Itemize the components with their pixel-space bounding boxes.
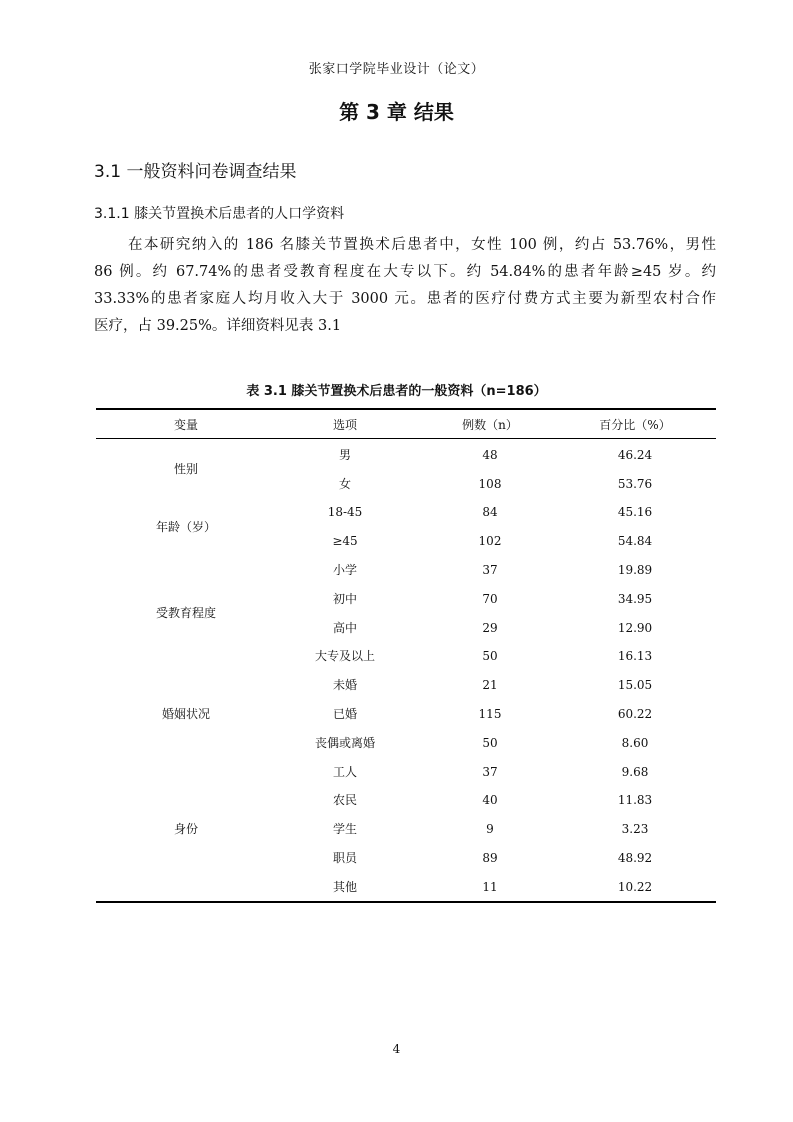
table-cell-percent: 12.90 [617,621,653,635]
table-bottom-rule [96,901,716,903]
table-cell-percent: 46.24 [617,448,653,462]
table-header-option: 选项 [332,418,357,432]
table-cell-count: 21 [482,678,498,692]
table-cell-count: 48 [482,448,498,462]
table-cell-percent: 54.84 [617,534,653,548]
table-top-rule [96,408,716,410]
paragraph-line: 医疗，占 39.25%。详细资料见表 3.1 [94,318,342,334]
table-cell-percent: 10.22 [617,880,653,894]
page-number: 4 [392,1042,401,1056]
table-cell-count: 89 [482,851,498,865]
table-cell-count: 115 [478,707,502,721]
table-header-percent: 百分比（%） [599,418,671,432]
table-cell-percent: 48.92 [617,851,653,865]
page-header: 张家口学院毕业设计（论文） [308,62,485,77]
table-header-rule [96,438,716,439]
section-title: 3.1 一般资料问卷调查结果 [94,162,297,182]
table-cell-option: 18-45 [327,505,363,519]
table-header-variable: 变量 [173,418,198,432]
paragraph-line: 86 例。约 67.74%的患者受教育程度在大专以下。约 54.84%的患者年龄≥45 岁。约 [94,264,716,280]
table-cell-option: 农民 [332,793,357,807]
subsection-title: 3.1.1 膝关节置换术后患者的人口学资料 [94,206,345,222]
chapter-title: 第 3 章 结果 [339,100,454,124]
table-cell-option: 已婚 [332,707,357,721]
table-cell-percent: 34.95 [617,592,653,606]
table-variable-label: 受教育程度 [155,606,216,620]
table-cell-option: 女 [338,477,351,491]
table-cell-count: 102 [478,534,502,548]
table-cell-count: 50 [482,649,498,663]
table-cell-count: 108 [478,477,502,491]
table-variable-label: 年龄（岁） [155,520,216,534]
table-cell-percent: 9.68 [621,765,649,779]
table-cell-option: 丧偶或离婚 [314,736,375,750]
table-cell-option: 男 [338,448,351,462]
table-cell-count: 50 [482,736,498,750]
paragraph-line: 33.33%的患者家庭人均月收入大于 3000 元。患者的医疗付费方式主要为新型农村合作 [94,291,716,307]
table-cell-count: 84 [482,505,498,519]
table-cell-option: 职员 [332,851,357,865]
table-cell-count: 11 [482,880,498,894]
table-cell-option: 学生 [332,822,357,836]
table-header-count: 例数（n） [462,418,518,432]
table-cell-option: 大专及以上 [314,649,375,663]
table-cell-count: 29 [482,621,498,635]
table-cell-count: 9 [486,822,494,836]
table-cell-count: 37 [482,563,498,577]
table-cell-percent: 15.05 [617,678,653,692]
table-cell-count: 40 [482,793,498,807]
table-cell-option: 小学 [332,563,357,577]
table-cell-percent: 53.76 [617,477,653,491]
table-cell-option: 未婚 [332,678,357,692]
table-cell-option: 工人 [332,765,357,779]
table-variable-label: 婚姻状况 [161,707,210,721]
table-cell-option: 高中 [332,621,357,635]
table-cell-percent: 8.60 [621,736,649,750]
table-cell-count: 70 [482,592,498,606]
table-cell-percent: 45.16 [617,505,653,519]
table-cell-option: 其他 [332,880,357,894]
table-cell-count: 37 [482,765,498,779]
paragraph-line: 在本研究纳入的 186 名膝关节置换术后患者中，女性 100 例，约占 53.76%，男性 [128,237,716,253]
table-cell-percent: 60.22 [617,707,653,721]
table-variable-label: 性别 [173,462,198,476]
table-cell-percent: 19.89 [617,563,653,577]
table-cell-percent: 16.13 [617,649,653,663]
table-cell-percent: 3.23 [621,822,649,836]
table-cell-option: ≥45 [332,534,358,548]
table-cell-option: 初中 [332,592,357,606]
table-caption: 表 3.1 膝关节置换术后患者的一般资料（n=186） [246,384,547,399]
table-cell-percent: 11.83 [617,793,653,807]
table-variable-label: 身份 [173,822,198,836]
